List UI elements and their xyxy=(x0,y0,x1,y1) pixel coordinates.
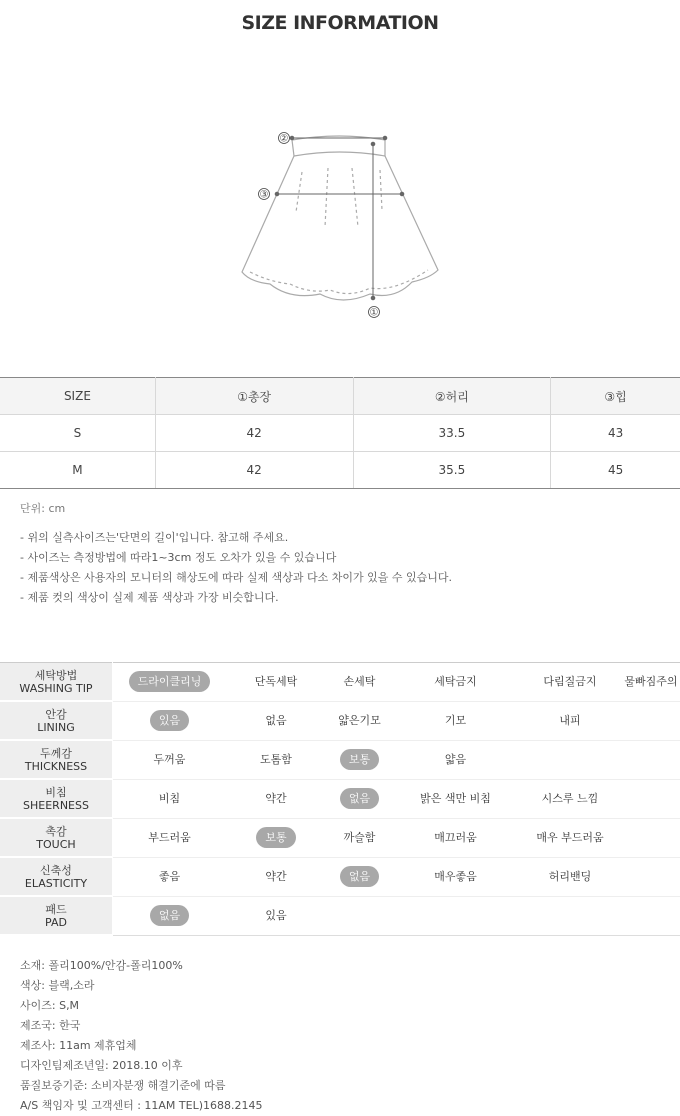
skirt-outline xyxy=(242,156,438,300)
care-label-en: PAD xyxy=(45,915,67,929)
care-option-cell xyxy=(326,701,393,740)
care-option: 기모 xyxy=(444,714,467,727)
care-option-cell xyxy=(326,663,393,702)
care-option: 약간 xyxy=(265,870,287,883)
care-row-label xyxy=(0,896,113,935)
care-option: 없음 xyxy=(265,714,287,727)
care-option-cell xyxy=(518,818,622,857)
care-option: 손세탁 xyxy=(343,675,376,689)
care-option: 있음 xyxy=(265,909,287,922)
care-option: 좋음 xyxy=(158,870,181,883)
care-option-cell xyxy=(393,740,518,779)
care-option-cell xyxy=(326,896,393,935)
mark-length: ① xyxy=(369,307,379,319)
care-option: 매끄러움 xyxy=(434,831,477,844)
spec-service: A/S 책임자 및 고객센터 : 11AM TEL)1688.2145 xyxy=(20,1099,263,1112)
note-item: - 사이즈는 측정방법에 따라1~3cm 정도 오차가 있을 수 있습니다 xyxy=(20,551,337,564)
care-option-cell xyxy=(393,701,518,740)
care-option-selected: 보통 xyxy=(256,827,295,848)
header-hip: ③힙 xyxy=(551,378,680,415)
care-option-cell xyxy=(326,818,393,857)
care-label-en: SHEERNESS xyxy=(23,798,89,812)
mark-hip: ③ xyxy=(259,189,269,201)
care-option-cell xyxy=(226,857,326,896)
header-size: SIZE xyxy=(0,378,155,415)
care-option: 까슬함 xyxy=(343,831,376,844)
care-option-cell xyxy=(518,896,622,935)
care-row-label xyxy=(0,663,113,702)
cell-hip: 43 xyxy=(551,415,680,452)
care-option-cell xyxy=(393,818,518,857)
care-option-cell xyxy=(622,663,680,702)
care-option-cell xyxy=(113,663,227,702)
care-option: 매우좋음 xyxy=(434,870,477,883)
header-length: ①총장 xyxy=(155,378,353,415)
care-option-cell xyxy=(518,663,622,702)
care-option-cell xyxy=(393,663,518,702)
care-option-selected: 없음 xyxy=(340,866,379,887)
care-row xyxy=(0,896,680,935)
care-label-en: ELASTICITY xyxy=(24,876,88,890)
care-option: 매우 부드러움 xyxy=(536,831,604,844)
spec-manufacturer: 제조사: 11am 제휴업체 xyxy=(20,1039,137,1052)
care-option-cell xyxy=(518,779,622,818)
care-label-ko: 두께감 xyxy=(40,746,72,760)
care-label-en: THICKNESS xyxy=(24,759,88,773)
care-option-cell xyxy=(393,896,518,935)
cell-size: S xyxy=(0,415,155,452)
note-item: - 제품 컷의 색상이 실제 제품 색상과 가장 비슷합니다. xyxy=(20,591,279,604)
care-option-cell xyxy=(326,857,393,896)
care-option-cell xyxy=(113,779,227,818)
care-option-cell xyxy=(622,857,680,896)
care-option: 단독세탁 xyxy=(254,675,298,689)
care-option-cell xyxy=(518,740,622,779)
care-option-cell xyxy=(393,857,518,896)
care-table xyxy=(0,662,680,936)
pleat-lines xyxy=(296,168,382,227)
cell-size: M xyxy=(0,452,155,489)
care-label-en: LINING xyxy=(37,720,75,734)
care-option-cell xyxy=(113,896,227,935)
care-option-cell xyxy=(518,701,622,740)
care-option: 내피 xyxy=(559,714,581,727)
notes-list xyxy=(20,528,452,608)
size-table xyxy=(0,377,680,489)
care-row-label xyxy=(0,740,113,779)
care-label-ko: 비침 xyxy=(45,785,67,799)
care-option: 시스루 느낌 xyxy=(541,792,599,805)
care-row-label xyxy=(0,779,113,818)
care-option-cell xyxy=(393,779,518,818)
header-waist: ②허리 xyxy=(353,378,551,415)
care-option-cell xyxy=(113,857,227,896)
care-option: 약간 xyxy=(265,792,287,805)
care-option-selected: 보통 xyxy=(340,749,379,770)
care-label-en: TOUCH xyxy=(36,837,76,851)
care-label-ko: 안감 xyxy=(45,707,67,721)
care-option: 두꺼움 xyxy=(153,753,186,766)
cell-hip: 45 xyxy=(551,452,680,489)
care-option-cell xyxy=(226,818,326,857)
care-option-cell xyxy=(622,740,680,779)
care-option-cell xyxy=(113,701,227,740)
care-row xyxy=(0,701,680,740)
product-specs xyxy=(20,956,263,1116)
note-item: - 제품색상은 사용자의 모니터의 해상도에 따라 실제 색상과 다소 차이가 있을 수 있습니다. xyxy=(20,571,452,584)
care-option-cell xyxy=(622,779,680,818)
care-option-selected: 없음 xyxy=(340,788,379,809)
care-option: 얇은기모 xyxy=(338,714,381,727)
care-row xyxy=(0,818,680,857)
care-label-en: WASHING TIP xyxy=(19,681,93,695)
size-table-header xyxy=(0,378,680,415)
care-row-label xyxy=(0,857,113,896)
unit-label: 단위: cm xyxy=(20,502,66,515)
spec-color: 색상: 블랙,소라 xyxy=(20,979,95,992)
care-row xyxy=(0,779,680,818)
care-option-selected: 드라이클리닝 xyxy=(129,671,211,692)
skirt-diagram xyxy=(230,122,450,322)
care-option-cell xyxy=(226,701,326,740)
care-option-cell xyxy=(326,779,393,818)
care-label-ko: 촉감 xyxy=(45,824,67,838)
care-option: 허리밴딩 xyxy=(548,870,592,883)
spec-quality: 품질보증기준: 소비자분쟁 해결기준에 따름 xyxy=(20,1079,226,1092)
care-option: 부드러움 xyxy=(148,831,191,844)
care-label-ko: 패드 xyxy=(45,902,67,916)
care-option-cell xyxy=(226,740,326,779)
care-option-cell xyxy=(226,663,326,702)
care-row xyxy=(0,857,680,896)
spec-date: 디자인팀제조년일: 2018.10 이후 xyxy=(20,1059,183,1072)
care-option-cell xyxy=(226,779,326,818)
care-option: 다림질금지 xyxy=(543,675,597,689)
care-option-cell xyxy=(226,896,326,935)
page-title: SIZE INFORMATION xyxy=(241,12,439,34)
care-option: 비침 xyxy=(158,792,181,805)
cell-length: 42 xyxy=(155,415,353,452)
care-option-selected: 없음 xyxy=(150,905,189,926)
care-option-cell xyxy=(622,896,680,935)
care-option: 얇음 xyxy=(444,753,467,766)
care-label-ko: 세탁방법 xyxy=(34,668,78,682)
spec-country: 제조국: 한국 xyxy=(20,1019,81,1032)
note-item: - 위의 실측사이즈는'단면의 길이'입니다. 참고해 주세요. xyxy=(20,531,289,544)
care-option-cell xyxy=(113,818,227,857)
spec-material: 소재: 폴리100%/안감-폴리100% xyxy=(20,959,183,972)
cell-waist: 33.5 xyxy=(353,415,551,452)
waistband-outline xyxy=(292,136,385,156)
mark-waist: ② xyxy=(279,133,289,145)
care-option: 물빠짐주의 xyxy=(624,675,678,689)
care-row-label xyxy=(0,818,113,857)
care-label-ko: 신축성 xyxy=(40,863,72,877)
care-option: 밝은 색만 비침 xyxy=(420,792,491,805)
care-option-cell xyxy=(622,818,680,857)
spec-sizes: 사이즈: S,M xyxy=(20,999,80,1012)
table-row xyxy=(0,452,680,489)
care-option-cell xyxy=(113,740,227,779)
care-option-selected: 있음 xyxy=(150,710,189,731)
care-option: 세탁금지 xyxy=(434,675,477,689)
care-option-cell xyxy=(518,857,622,896)
care-row xyxy=(0,740,680,779)
care-row xyxy=(0,663,680,702)
table-row xyxy=(0,415,680,452)
care-option-cell xyxy=(622,701,680,740)
cell-waist: 35.5 xyxy=(353,452,551,489)
care-option-cell xyxy=(326,740,393,779)
care-row-label xyxy=(0,701,113,740)
care-option: 도톰함 xyxy=(260,753,292,766)
cell-length: 42 xyxy=(155,452,353,489)
